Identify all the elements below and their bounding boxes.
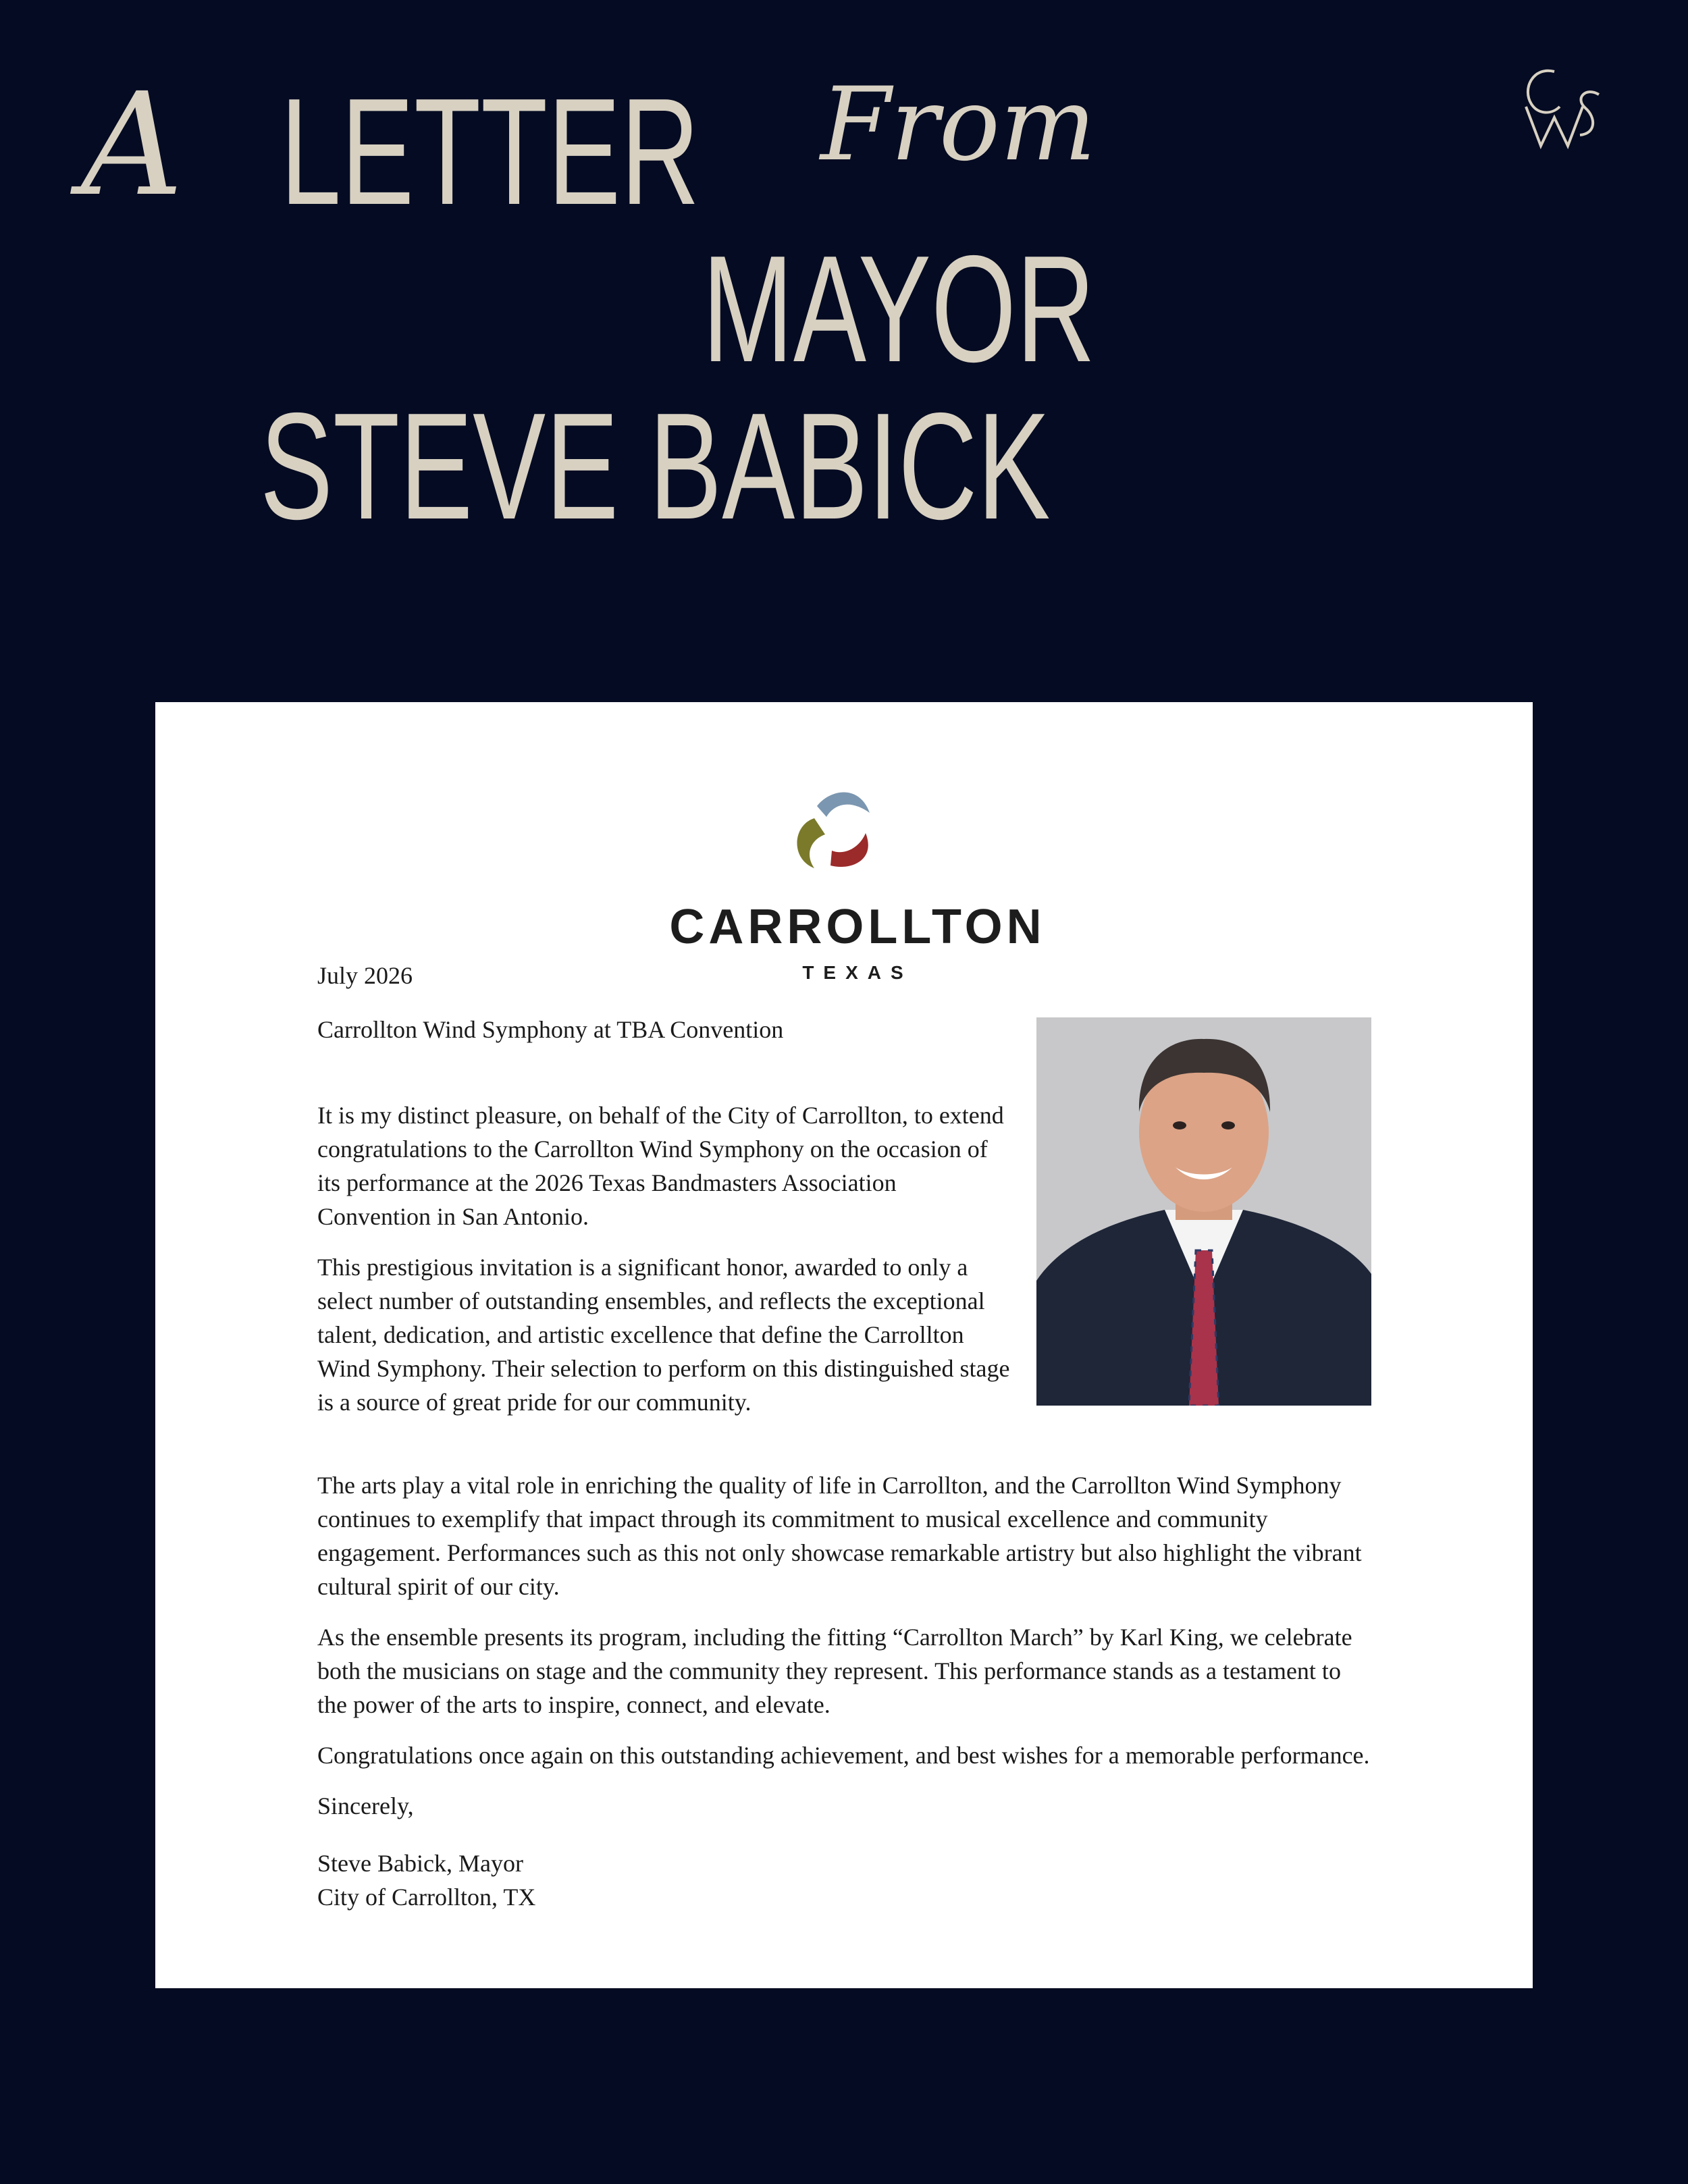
paragraph-2: This prestigious invitation is a significant honor, awarded to only a select number of outstanding ensembles, and reflects the exceptional talent, dedication, and artistic excellence that define the Carrollton Wind Symphony. Their selection to perform on this distinguished stage is a source of great pride for our community. (317, 1254, 1010, 1416)
paragraph-1: It is my distinct pleasure, on behalf of the City of Carrollton, to extend congratulations to the Carrollton Wind Symphony on the occasion of its performance at the 2026 Texas Bandmasters Association Convention in San Antonio. (317, 1102, 1004, 1230)
signature-name: Steve Babick, Mayor (317, 1850, 523, 1877)
signature-title: City of Carrollton, TX (317, 1884, 536, 1911)
title-name: STEVE BABICK (260, 381, 1051, 551)
mayor-portrait (1036, 1017, 1371, 1406)
letter-body-upper (317, 1098, 1013, 1419)
letter-card (155, 702, 1533, 1988)
title-script-from: From (820, 66, 1097, 184)
carrollton-logo (648, 776, 1067, 986)
title-letter: LETTER (280, 66, 700, 236)
letter-body-lower (317, 1468, 1371, 1914)
logo-city: CARROLLTON (669, 900, 1046, 954)
paragraph-4: As the ensemble presents its program, including the fitting “Carrollton March” by Karl King, we celebrate both the musicians on stage and the community they represent. This performance stands as a testament to the power of the arts to inspire, connect, and elevate. (317, 1624, 1352, 1718)
letter-closing: Sincerely, (317, 1792, 414, 1819)
title-mayor: MAYOR (702, 223, 1096, 394)
paragraph-3: The arts play a vital role in enriching the quality of life in Carrollton, and the Carrollton Wind Symphony continues to exemplify that impact through its commitment to musical excellence and community engagement. Performances such as this not only showcase remarkable artistry but also highlight the vibrant cultural spirit of our city. (317, 1472, 1362, 1600)
logo-state: TEXAS (802, 962, 913, 983)
carrollton-swirl-icon (797, 793, 870, 869)
paragraph-5: Congratulations once again on this outstanding achievement, and best wishes for a memorable performance. (317, 1742, 1370, 1769)
letter-date: July 2026 (317, 962, 413, 989)
monogram-logo (1512, 59, 1614, 154)
letter-subject: Carrollton Wind Symphony at TBA Convention (317, 1016, 784, 1043)
title-script-a: A (81, 62, 184, 228)
